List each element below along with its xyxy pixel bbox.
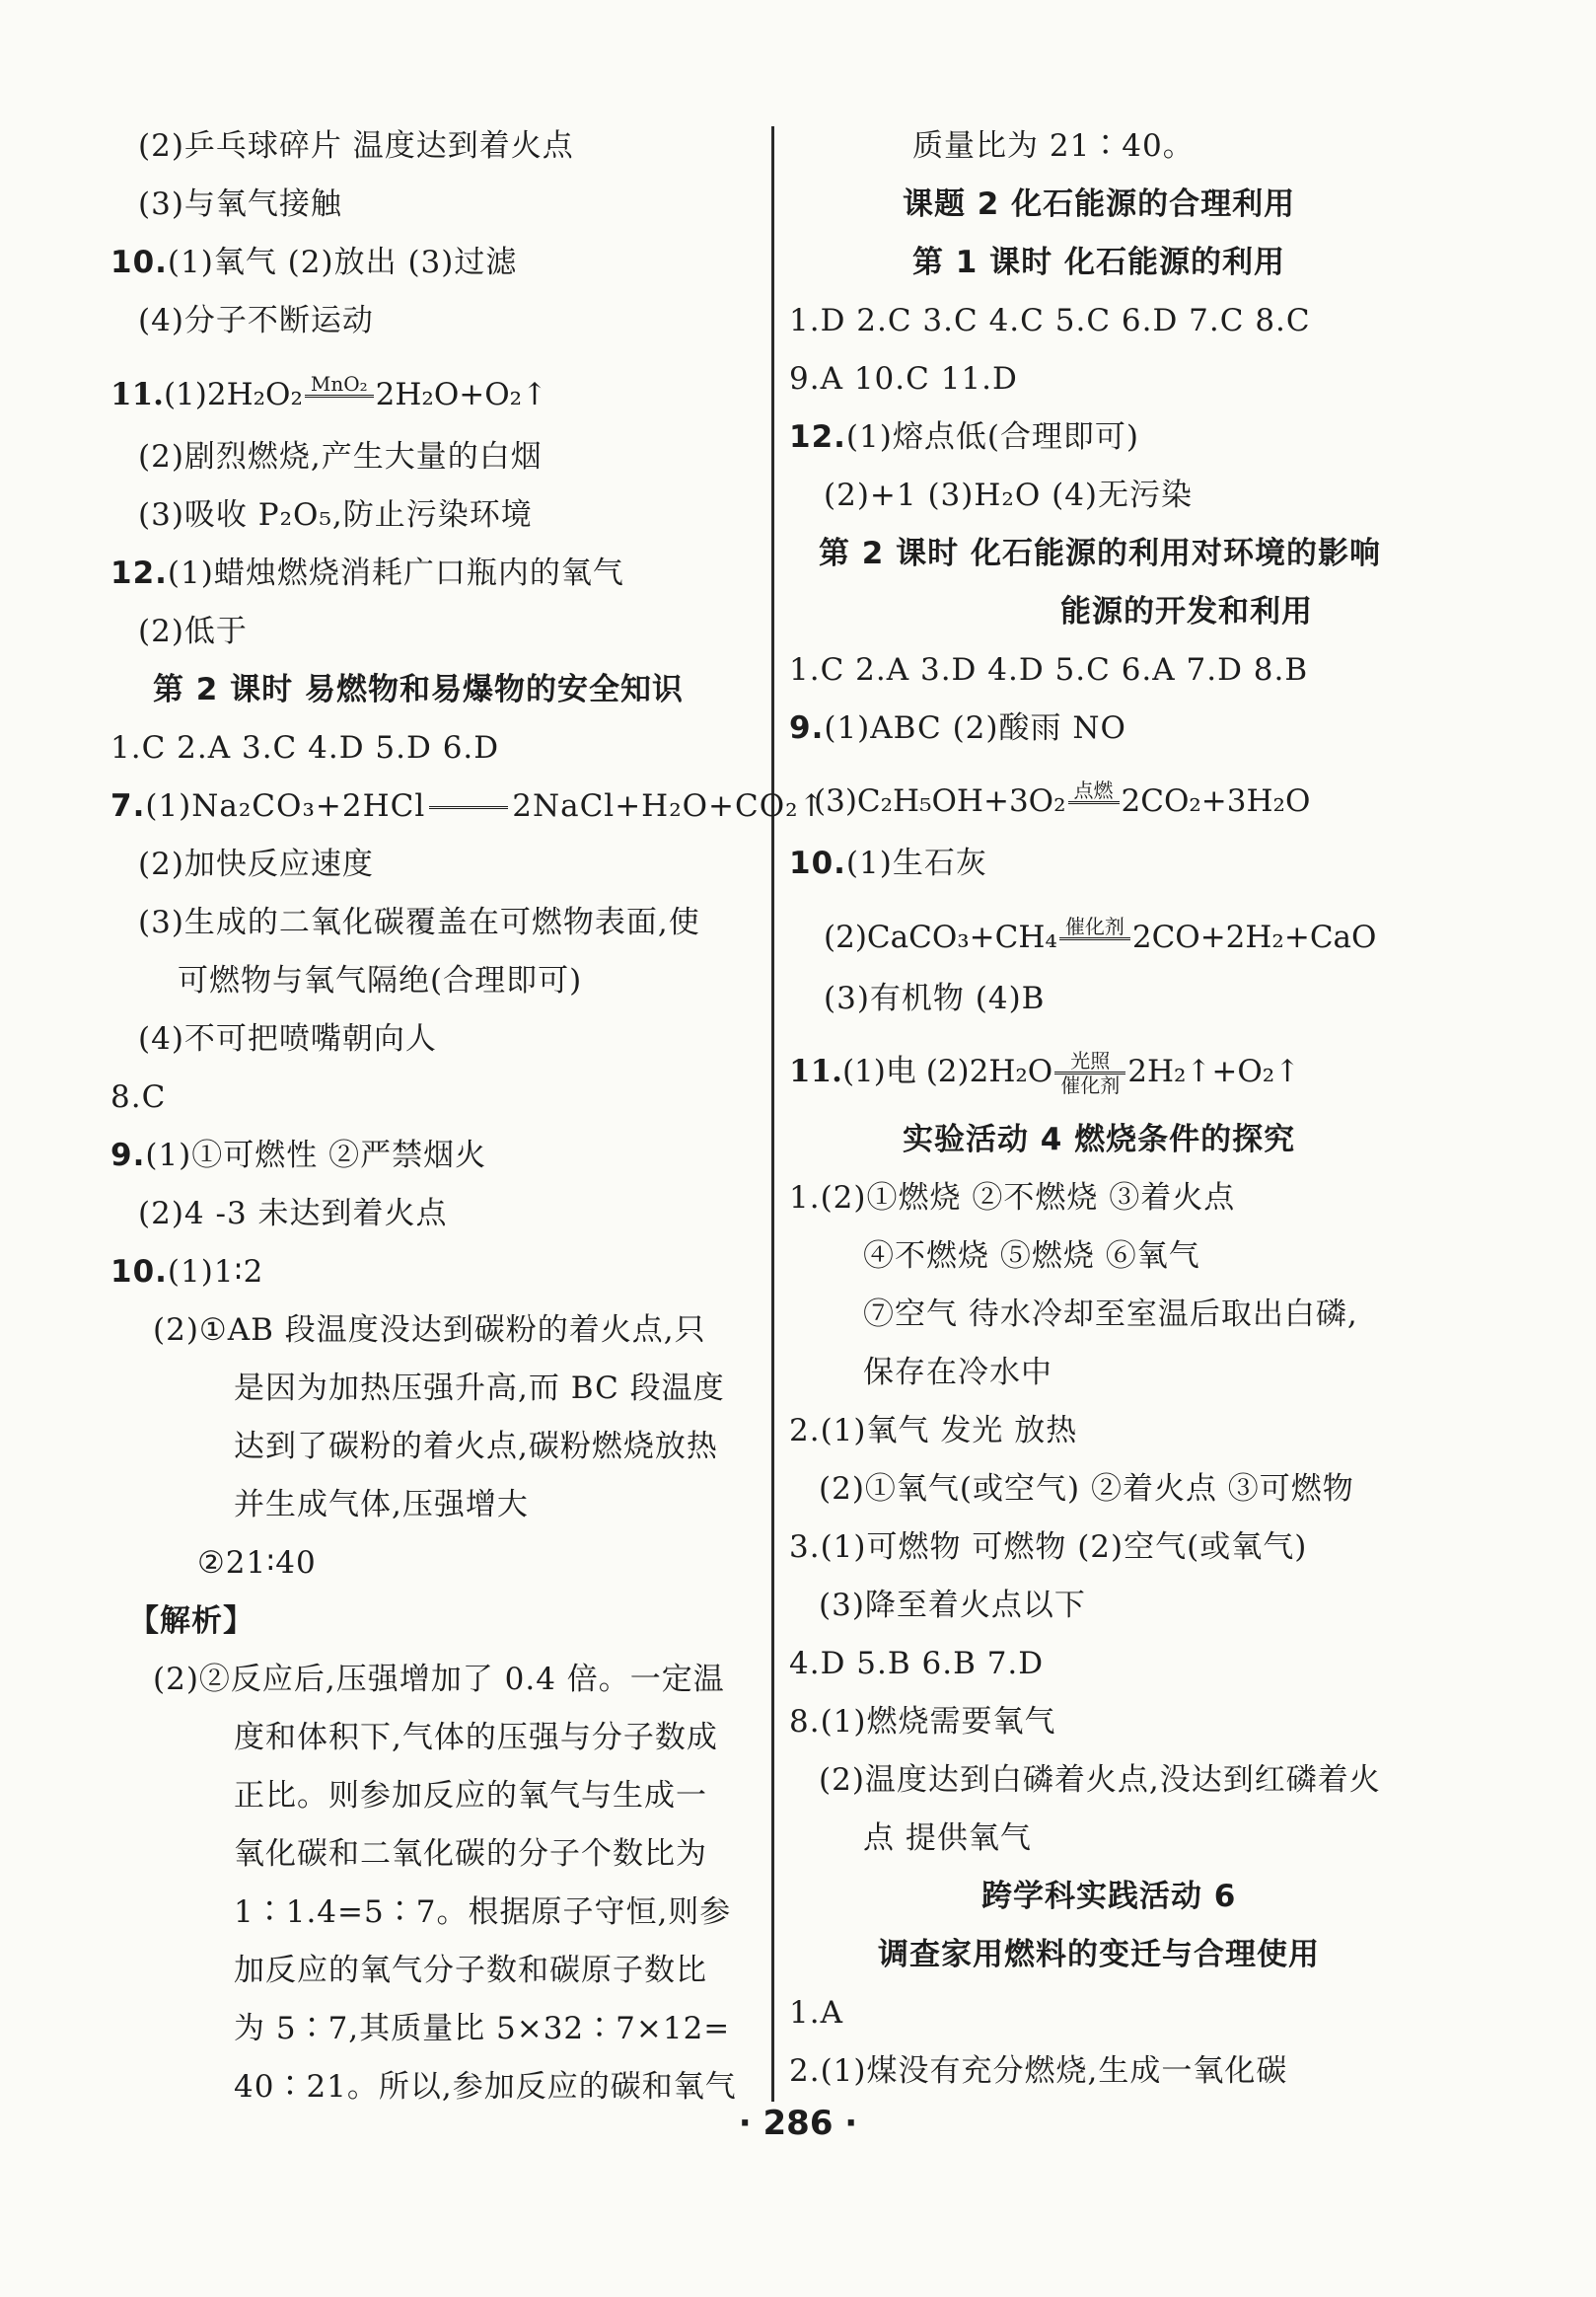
question-number: 9. (110, 1138, 146, 1173)
equation-reactants: (3)C₂H₅OH+3O₂ (814, 783, 1066, 819)
answer-line: 1.C 2.A 3.D 4.D 5.C 6.A 7.D 8.B (789, 652, 1309, 688)
text-line: (2)温度达到白磷着火点,没达到红磷着火 (819, 1762, 1381, 1798)
text-line: ④不燃烧 ⑤燃烧 ⑥氧气 (863, 1238, 1200, 1274)
equation-line (824, 916, 1376, 962)
equals-sign (429, 806, 508, 809)
text-line: (2)①氧气(或空气) ②着火点 ③可燃物 (819, 1471, 1354, 1507)
question-number: 12. (110, 556, 168, 591)
answer-text: (1)ABC (2)酸雨 NO (824, 710, 1126, 746)
text-line: (3)与氧气接触 (138, 186, 342, 222)
text-line: 点 提供氧气 (863, 1820, 1032, 1856)
equation-products: 2H₂O+O₂↑ (375, 377, 548, 412)
text-line: 氧化碳和二氧化碳的分子个数比为 (234, 1836, 707, 1872)
question-number: 12. (789, 419, 846, 455)
text-line: (2)乒乓球碎片 温度达到着火点 (138, 128, 574, 164)
section-heading: 调查家用燃料的变迁与合理使用 (878, 1937, 1320, 1972)
text-line: 可燃物与氧气隔绝(合理即可) (178, 963, 583, 999)
answer-text: (1)熔点低(合理即可) (845, 419, 1140, 455)
reaction-condition: 点燃 (1068, 779, 1120, 826)
page-number: · 286 · (738, 2104, 858, 2143)
answer-line (110, 1252, 263, 1292)
answer-line: 2.(1)煤没有充分燃烧,生成一氧化碳 (789, 2053, 1288, 2089)
answer-line: 2.(1)氧气 发光 放热 (789, 1413, 1078, 1448)
answer-line: 9.A 10.C 11.D (789, 361, 1018, 397)
question-number: 11. (110, 377, 164, 412)
equation-reactants: (1)2H₂O₂ (163, 377, 303, 412)
question-number: 10. (110, 1254, 168, 1290)
section-heading: 能源的开发和利用 (1060, 594, 1313, 630)
section-heading: 第 2 课时 化石能源的利用对环境的影响 (819, 536, 1381, 571)
answer-line (789, 417, 1139, 457)
answer-text: (1)蜡烛燃烧消耗广口瓶内的氧气 (167, 556, 624, 591)
answer-line (110, 1136, 486, 1175)
question-number: 11. (789, 1054, 842, 1089)
reaction-condition: 催化剂 (1059, 916, 1130, 962)
text-line: 1∶1.4=5∶7。根据原子守恒,则参 (234, 1894, 732, 1930)
answer-text: (1)①可燃性 ②严禁烟火 (145, 1138, 487, 1173)
text-line: 并生成气体,压强增大 (234, 1487, 529, 1522)
answer-line (789, 708, 1126, 748)
answer-line (110, 243, 517, 282)
equation-products: 2NaCl+H₂O+CO₂↑ (512, 788, 826, 824)
answer-text: (1)生石灰 (845, 846, 987, 881)
answer-line (789, 844, 987, 883)
section-heading: 第 2 课时 易燃物和易爆物的安全知识 (153, 672, 684, 707)
question-number: 10. (110, 245, 168, 280)
text-line: 正比。则参加反应的氧气与生成一 (234, 1778, 707, 1814)
equation-products: 2CO₂+3H₂O (1121, 783, 1311, 819)
equation-reactants: (1)电 (2)2H₂O (841, 1054, 1053, 1089)
equation-reactants: (2)CaCO₃+CH₄ (824, 920, 1057, 955)
answer-line (110, 554, 624, 593)
text-line: (3)有机物 (4)B (824, 981, 1046, 1016)
answer-text: (1)1∶2 (167, 1254, 264, 1290)
answer-line: 1.A (789, 1995, 843, 2031)
text-line: (3)生成的二氧化碳覆盖在可燃物表面,使 (138, 905, 700, 940)
text-line: ⑦空气 待水冷却至室温后取出白磷, (863, 1297, 1358, 1332)
text-line: (2)加快反应速度 (138, 847, 374, 882)
equation-line (110, 786, 826, 826)
answer-text: (1)氧气 (2)放出 (3)过滤 (167, 245, 518, 280)
answer-line: 3.(1)可燃物 可燃物 (2)空气(或氧气) (789, 1529, 1308, 1565)
equation-line (789, 1050, 1300, 1096)
answer-line: 1.D 2.C 3.C 4.C 5.C 6.D 7.C 8.C (789, 303, 1311, 338)
question-number: 10. (789, 846, 846, 881)
text-line: (2)低于 (138, 614, 248, 649)
text-line: (2)剧烈燃烧,产生大量的白烟 (138, 439, 543, 475)
text-line: (4)不可把喷嘴朝向人 (138, 1021, 437, 1057)
equation-line (814, 779, 1310, 826)
text-line: 为 5∶7,其质量比 5×32∶7×12= (234, 2011, 731, 2046)
reaction-condition: $\frac{\text{光照}}{\text{催化剂}}$ (1054, 1050, 1125, 1096)
reaction-condition: MnO₂ (305, 373, 374, 419)
answer-line: 8.C (110, 1079, 167, 1115)
text-line: ②21∶40 (197, 1545, 317, 1581)
equation-line (110, 373, 547, 419)
text-line: (2)②反应后,压强增加了 0.4 倍。一定温 (153, 1662, 725, 1697)
answer-line: 8.(1)燃烧需要氧气 (789, 1704, 1056, 1740)
text-line: (2)4 -3 未达到着火点 (138, 1196, 448, 1231)
text-line: (2)+1 (3)H₂O (4)无污染 (824, 478, 1194, 513)
section-heading: 跨学科实践活动 6 (981, 1879, 1237, 1914)
text-line: 保存在冷水中 (863, 1355, 1052, 1390)
text-line: (2)①AB 段温度没达到碳粉的着火点,只 (153, 1312, 706, 1348)
question-number: 9. (789, 710, 825, 746)
equation-products: 2CO+2H₂+CaO (1131, 920, 1377, 955)
text-line: (3)降至着火点以下 (819, 1588, 1086, 1623)
equation-products: 2H₂↑+O₂↑ (1127, 1054, 1301, 1089)
section-heading: 课题 2 化石能源的合理利用 (903, 186, 1296, 222)
section-heading: 第 1 课时 化石能源的利用 (912, 245, 1285, 280)
analysis-label: 【解析】 (128, 1603, 254, 1639)
text-line: (3)吸收 P₂O₅,防止污染环境 (138, 497, 533, 533)
text-line: 达到了碳粉的着火点,碳粉燃烧放热 (234, 1429, 718, 1464)
question-number: 7. (110, 788, 146, 824)
answer-line: 1.(2)①燃烧 ②不燃烧 ③着火点 (789, 1180, 1236, 1216)
text-line: 加反应的氧气分子数和碳原子数比 (234, 1953, 707, 1988)
answer-line: 1.C 2.A 3.C 4.D 5.D 6.D (110, 730, 500, 766)
equation-reactants: (1)Na₂CO₃+2HCl (145, 788, 426, 824)
column-divider (771, 126, 774, 2102)
text-line: 是因为加热压强升高,而 BC 段温度 (234, 1371, 725, 1406)
section-heading: 实验活动 4 燃烧条件的探究 (903, 1122, 1296, 1157)
text-line: 40∶21。所以,参加反应的碳和氧气 (234, 2069, 737, 2105)
text-line: 质量比为 21∶40。 (912, 128, 1195, 164)
answer-line: 4.D 5.B 6.B 7.D (789, 1646, 1045, 1681)
text-line: 度和体积下,气体的压强与分子数成 (234, 1720, 718, 1755)
text-line: (4)分子不断运动 (138, 303, 374, 338)
